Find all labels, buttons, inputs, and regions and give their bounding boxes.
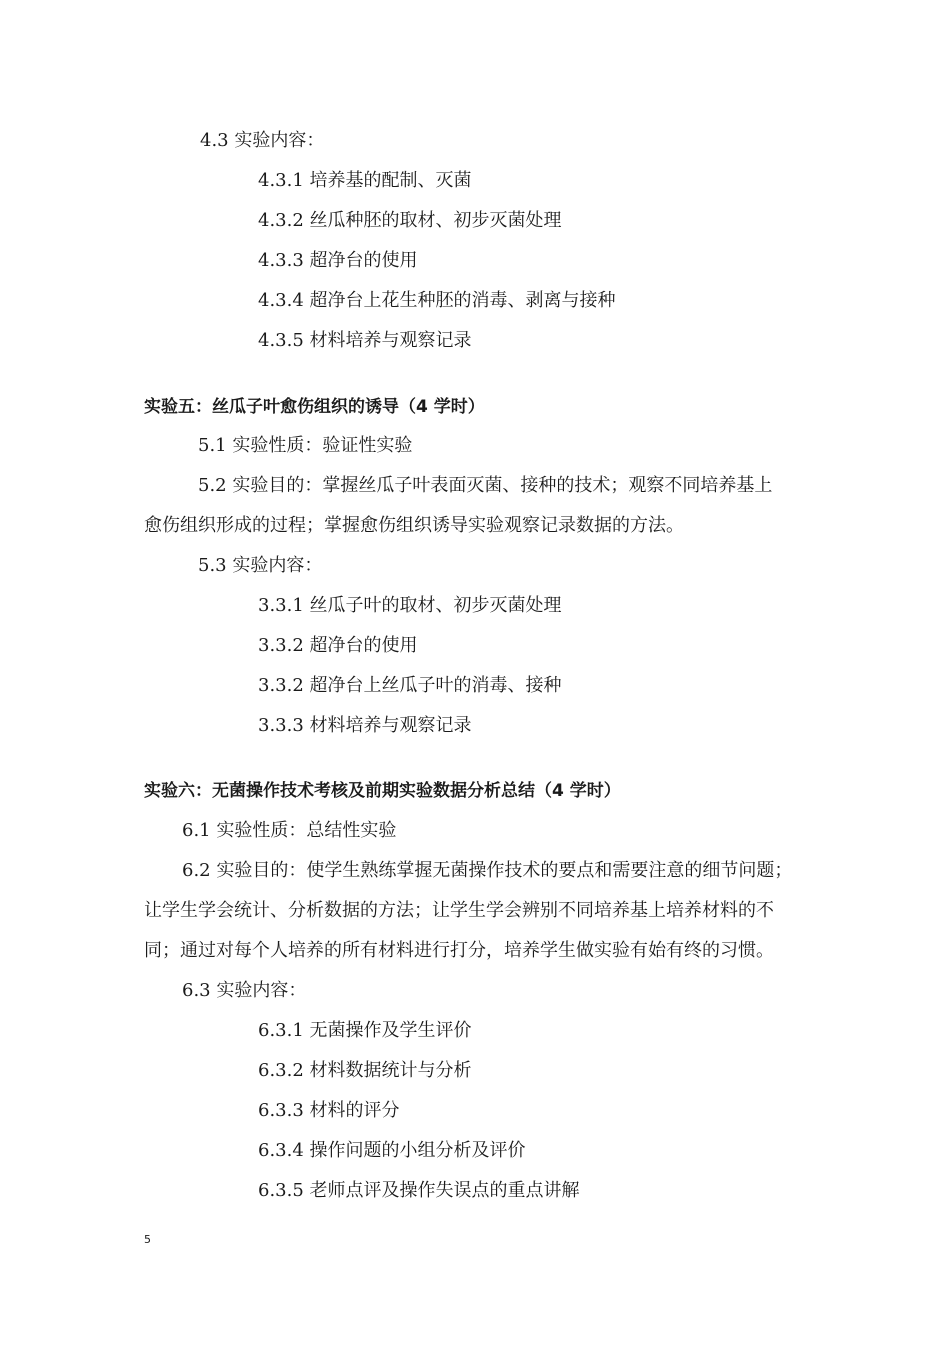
list-item: 4.3.3 超净台的使用 (258, 250, 418, 271)
list-item: 6.3.4 操作问题的小组分析及评价 (258, 1140, 526, 1161)
experiment-nature: 5.1 实验性质：验证性实验 (198, 435, 413, 456)
list-item: 6.3.1 无菌操作及学生评价 (258, 1020, 472, 1041)
content-label: 6.3 实验内容： (182, 980, 307, 1001)
experiment-purpose: 愈伤组织形成的过程；掌握愈伤组织诱导实验观察记录数据的方法。 (144, 515, 684, 536)
list-item: 4.3.4 超净台上花生种胚的消毒、剥离与接种 (258, 290, 616, 311)
content-label: 4.3 实验内容： (200, 130, 325, 151)
list-item: 6.3.2 材料数据统计与分析 (258, 1060, 472, 1081)
experiment-purpose: 同；通过对每个人培养的所有材料进行打分，培养学生做实验有始有终的习惯。 (144, 940, 774, 961)
list-item: 3.3.2 超净台的使用 (258, 635, 418, 656)
content-label: 5.3 实验内容： (198, 555, 323, 576)
experiment-purpose: 让学生学会统计、分析数据的方法；让学生学会辨别不同培养基上培养材料的不 (144, 900, 774, 921)
list-item: 3.3.3 材料培养与观察记录 (258, 715, 472, 736)
list-item: 6.3.5 老师点评及操作失误点的重点讲解 (258, 1180, 580, 1201)
list-item: 4.3.2 丝瓜种胚的取材、初步灭菌处理 (258, 210, 562, 231)
section-title: 实验五：丝瓜子叶愈伤组织的诱导（4 学时） (144, 397, 485, 417)
experiment-purpose: 6.2 实验目的：使学生熟练掌握无菌操作技术的要点和需要注意的细节问题； (182, 860, 793, 881)
page-number: 5 (144, 1233, 151, 1246)
section-title: 实验六：无菌操作技术考核及前期实验数据分析总结（4 学时） (144, 781, 621, 801)
list-item: 4.3.1 培养基的配制、灭菌 (258, 170, 472, 191)
list-item: 6.3.3 材料的评分 (258, 1100, 400, 1121)
list-item: 3.3.1 丝瓜子叶的取材、初步灭菌处理 (258, 595, 562, 616)
experiment-purpose: 5.2 实验目的：掌握丝瓜子叶表面灭菌、接种的技术；观察不同培养基上 (198, 475, 773, 496)
experiment-nature: 6.1 实验性质：总结性实验 (182, 820, 397, 841)
list-item: 4.3.5 材料培养与观察记录 (258, 330, 472, 351)
list-item: 3.3.2 超净台上丝瓜子叶的消毒、接种 (258, 675, 562, 696)
